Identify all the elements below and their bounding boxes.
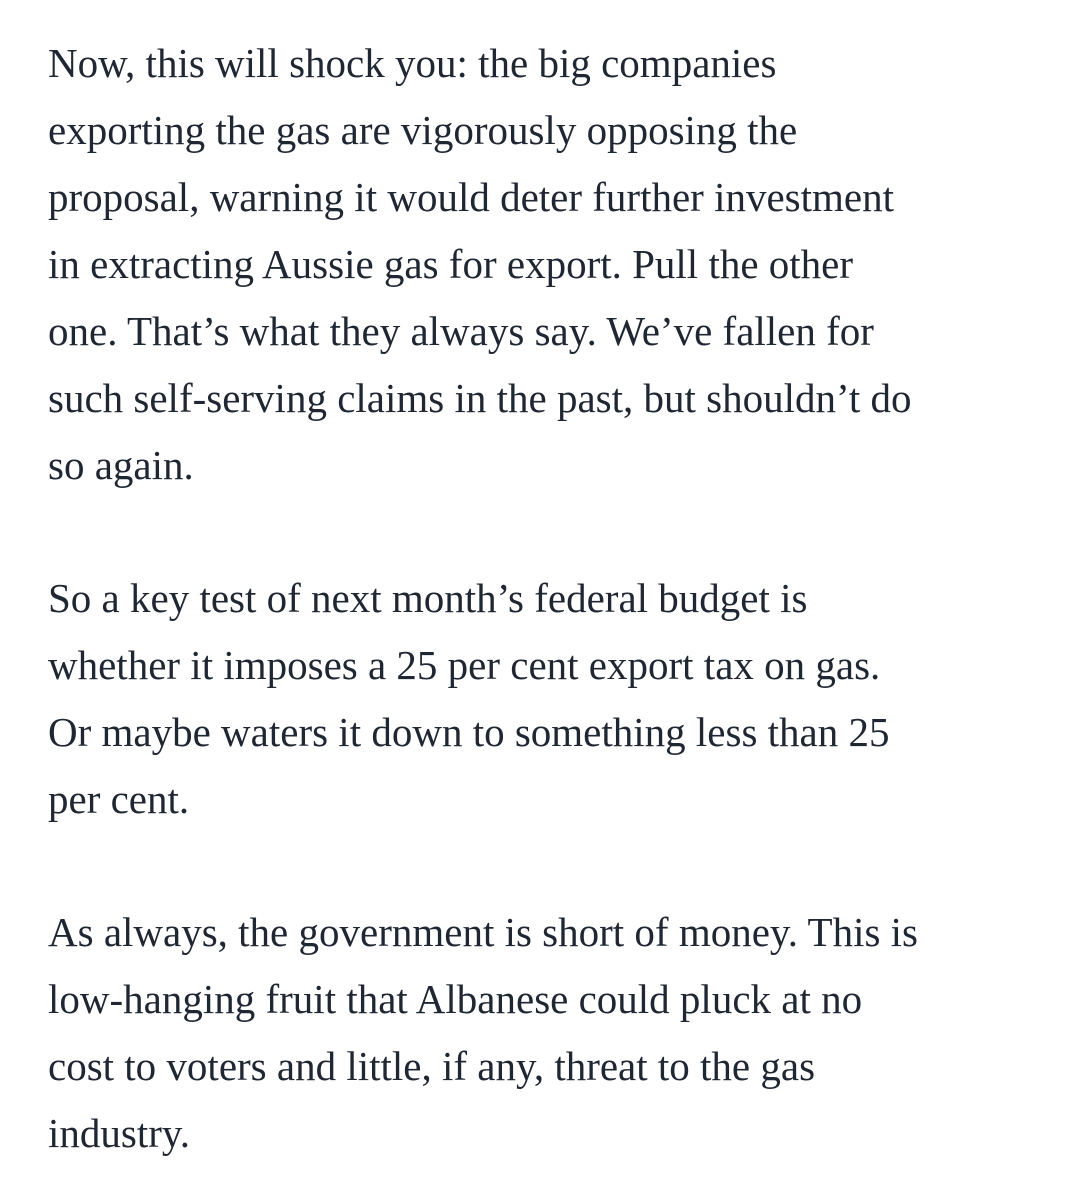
paragraph-line: per cent.	[48, 776, 190, 822]
paragraph-line: proposal, warning it would deter further investment	[48, 174, 894, 220]
paragraph-line: so again.	[48, 442, 194, 488]
article-body	[48, 30, 1038, 1167]
paragraph-line: Or maybe waters it down to something less than 25	[48, 709, 890, 755]
paragraph-2	[48, 565, 1038, 833]
paragraph-line: As always, the government is short of money. This is	[48, 909, 919, 955]
paragraph-line: low-hanging fruit that Albanese could pluck at no	[48, 976, 863, 1022]
paragraph-1	[48, 30, 1038, 499]
paragraph-line: in extracting Aussie gas for export. Pull the other	[48, 241, 854, 287]
paragraph-line: Now, this will shock you: the big companies	[48, 40, 777, 86]
paragraph-line: such self-serving claims in the past, but shouldn’t do	[48, 375, 912, 421]
paragraph-line: So a key test of next month’s federal budget is	[48, 575, 808, 621]
paragraph-line: exporting the gas are vigorously opposing the	[48, 107, 798, 153]
paragraph-line: industry.	[48, 1110, 190, 1156]
paragraph-3	[48, 899, 1038, 1167]
paragraph-line: whether it imposes a 25 per cent export tax on gas.	[48, 642, 881, 688]
paragraph-line: cost to voters and little, if any, threat to the gas	[48, 1043, 816, 1089]
paragraph-line: one. That’s what they always say. We’ve fallen for	[48, 308, 874, 354]
